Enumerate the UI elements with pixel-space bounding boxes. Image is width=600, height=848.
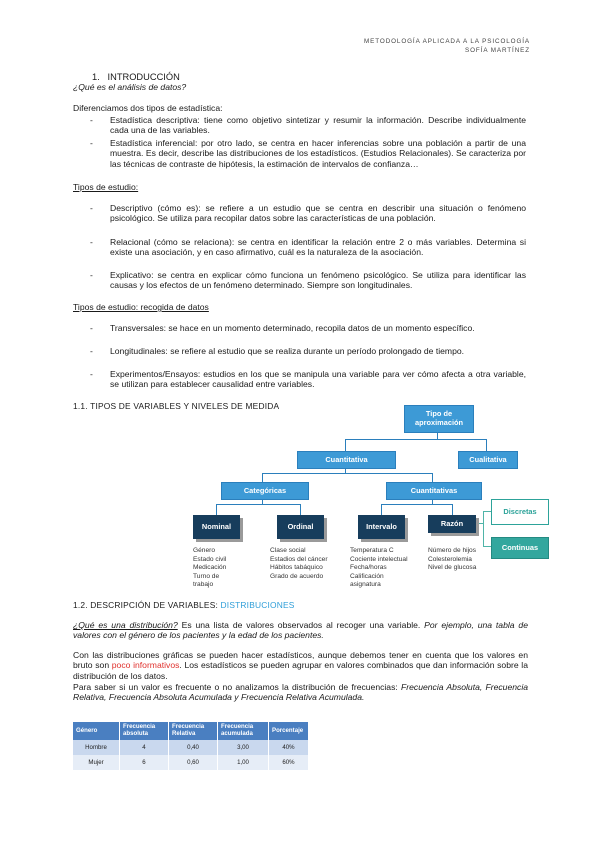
node-continuas: Continuas <box>491 537 549 559</box>
node-ordinal: Ordinal <box>277 515 324 539</box>
node-cualitativa: Cualitativa <box>458 451 518 469</box>
distribution-answer: Es una lista de valores observados al recoger una variable. <box>177 620 425 630</box>
study-item-relacional: Relacional (cómo se relaciona): se centra en identificar la relación entre 2 o más variables. Determina si existe una asociación, y en caso afirmativo, cuál es la naturaleza de la asociación. <box>110 237 526 258</box>
section-1-2-highlight: DISTRIBUCIONES <box>220 600 295 610</box>
bullet-dash: - <box>90 346 93 356</box>
col-porcentaje: Porcentaje <box>269 722 309 740</box>
bullet-dash: - <box>90 369 93 379</box>
table-cell: 6 <box>120 755 169 770</box>
bullet-dash: - <box>90 270 93 280</box>
frequency-list: Frecuencia Absoluta, Frecuencia Relativa, Frecuencia Absoluta Acumulada y Frecuencia Relativa Acumulada. <box>73 682 529 703</box>
connector <box>262 473 433 474</box>
study-item-explicativo: Explicativo: se centra en explicar cómo funciona un fenómeno psicológico. Se utiliza para identificar las causas y los efectos de un fenómeno determinado. Siempre son longitudinales. <box>110 270 526 291</box>
distribution-example: Por ejemplo, una tabla de valores con el género de los pacientes y la edad de los pacientes. <box>73 620 528 641</box>
col-genero: Género <box>73 722 120 740</box>
node-cuantitativas: Cuantitativas <box>386 482 482 500</box>
connector <box>345 439 486 440</box>
table-cell: 40% <box>269 740 309 755</box>
intro-question: ¿Qué es el análisis de datos? <box>73 82 187 92</box>
examples-razon <box>428 547 476 573</box>
table-cell: 0,60 <box>169 755 218 770</box>
example-item: trabajo <box>193 581 214 589</box>
connector <box>216 504 301 505</box>
graphs-highlight: poco informativos <box>111 660 180 671</box>
distribution-paragraph <box>73 620 528 641</box>
section-1-2-title <box>73 600 295 610</box>
connector <box>483 511 491 512</box>
section-1-title <box>92 72 180 82</box>
study-types-heading: Tipos de estudio: <box>73 182 139 192</box>
table-cell: 60% <box>269 755 309 770</box>
examples-intervalo <box>350 547 408 590</box>
table-cell: 1,00 <box>218 755 269 770</box>
node-cuantitativa: Cuantitativa <box>297 451 396 469</box>
node-nominal: Nominal <box>193 515 240 539</box>
graphs-part2: . Los estadísticos se pueden agrupar en valores combinados que dan información sobre la distribución de los datos. <box>73 660 528 681</box>
connector <box>262 473 263 482</box>
example-item: Clase social <box>270 547 306 554</box>
table-row <box>73 740 309 755</box>
example-item: Estadios del cáncer <box>270 555 328 563</box>
table-cell: Mujer <box>73 755 120 770</box>
study-item-descriptivo: Descriptivo (cómo es): se refiere a un estudio que se centra en describir una situación o fenómeno psicológico. Se utiliza para recopilar datos sobre las características de una población. <box>110 203 526 224</box>
example-item: Colesterolemia <box>428 555 472 563</box>
example-item: Turno de <box>193 572 220 580</box>
bullet-dash: - <box>90 203 93 213</box>
example-item: Nivel de glucosa <box>428 564 477 572</box>
header-author: SOFÍA MARTÍNEZ <box>465 47 530 54</box>
connector <box>381 504 452 505</box>
example-item: Número de hijos <box>428 547 477 554</box>
section-number: 1. <box>92 72 100 82</box>
section-1-2-prefix: 1.2. DESCRIPCIÓN DE VARIABLES: <box>73 600 219 610</box>
col-frecuencia-relativa: Frecuencia Relativa <box>169 722 218 740</box>
node-razon: Razón <box>428 515 476 533</box>
example-item: asignatura <box>350 581 381 589</box>
section-1-1-title: 1.1. TIPOS DE VARIABLES Y NIVELES DE MEDIDA <box>73 401 280 411</box>
connector <box>483 546 491 547</box>
connector <box>381 504 382 515</box>
frequency-table <box>73 722 309 770</box>
frequency-lead: Para saber si un valor es frecuente o no analizamos la distribución de frecuencias: <box>73 682 402 692</box>
table-row <box>73 755 309 770</box>
examples-nominal <box>193 547 226 590</box>
page-header <box>364 37 530 55</box>
distribution-question: ¿Qué es una distribución? <box>73 620 178 630</box>
table-cell: 3,00 <box>218 740 269 755</box>
collection-item-transversales: Transversales: se hace en un momento determinado, recopila datos de un momento específico. <box>110 323 475 333</box>
graphs-paragraph <box>73 650 528 681</box>
bullet-dash: - <box>90 138 93 148</box>
col-frecuencia-acumulada: Frecuencia acumulada <box>218 722 269 740</box>
examples-ordinal <box>270 547 328 581</box>
graphs-part1: Con las distribuciones gráficas se pueden hacer estadísticos, aunque debemos tener en cuenta que los valores en bruto son <box>73 650 528 671</box>
table-cell: 0,40 <box>169 740 218 755</box>
header-course: METODOLOGÍA APLICADA A LA PSICOLOGÍA <box>364 38 530 45</box>
node-tipo-aproximacion: Tipo de aproximación <box>404 405 474 433</box>
connector <box>432 473 433 482</box>
col-frecuencia-absoluta: Frecuencia absoluta <box>120 722 169 740</box>
example-item: Estado civil <box>193 555 227 563</box>
example-item: Grado de acuerdo <box>270 572 324 580</box>
node-discretas: Discretas <box>491 499 549 525</box>
collection-heading: Tipos de estudio: recogida de datos <box>73 302 209 312</box>
bullet-dash: - <box>90 237 93 247</box>
stats-item-inferencial: Estadística inferencial: por otro lado, se centra en hacer inferencias sobre una población a partir de una muestra. Es decir, describe las distribuciones de los estadísticos. (Estudios Relacionales). Se caracteriza por las técnicas de contraste de hipótesis, la estimación de intervalos de confianza… <box>110 138 526 169</box>
example-item: Fecha/horas <box>350 564 387 572</box>
table-cell: Hombre <box>73 740 120 755</box>
example-item: Hábitos tabáquico <box>270 564 323 572</box>
connector <box>345 439 346 451</box>
example-item: Género <box>193 547 215 554</box>
example-item: Medicación <box>193 564 227 572</box>
example-item: Cociente intelectual <box>350 555 408 563</box>
frequency-paragraph <box>73 682 528 703</box>
table-header-row <box>73 722 309 740</box>
connector <box>216 504 217 515</box>
example-item: Temperatura C <box>350 547 394 554</box>
example-item: Calificación <box>350 572 384 580</box>
connector <box>486 439 487 451</box>
node-categoricas: Categóricas <box>221 482 309 500</box>
stats-lead: Diferenciamos dos tipos de estadística: <box>73 103 223 113</box>
bullet-dash: - <box>90 115 93 125</box>
section-title: INTRODUCCIÓN <box>107 72 180 82</box>
collection-item-experimentos: Experimentos/Ensayos: estudios en los que se manipula una variable para ver cómo afecta a otra variable, se utilizan para establecer causalidad entre variables. <box>110 369 526 390</box>
stats-item-descriptiva: Estadística descriptiva: tiene como objetivo sintetizar y resumir la información. Describe individualmente cada una de las variables. <box>110 115 526 136</box>
table-cell: 4 <box>120 740 169 755</box>
node-intervalo: Intervalo <box>358 515 405 539</box>
collection-item-longitudinales: Longitudinales: se refiere al estudio que se realiza durante un período prolongado de tiempo. <box>110 346 465 356</box>
connector <box>300 504 301 515</box>
connector <box>483 511 484 547</box>
bullet-dash: - <box>90 323 93 333</box>
connector <box>452 504 453 515</box>
